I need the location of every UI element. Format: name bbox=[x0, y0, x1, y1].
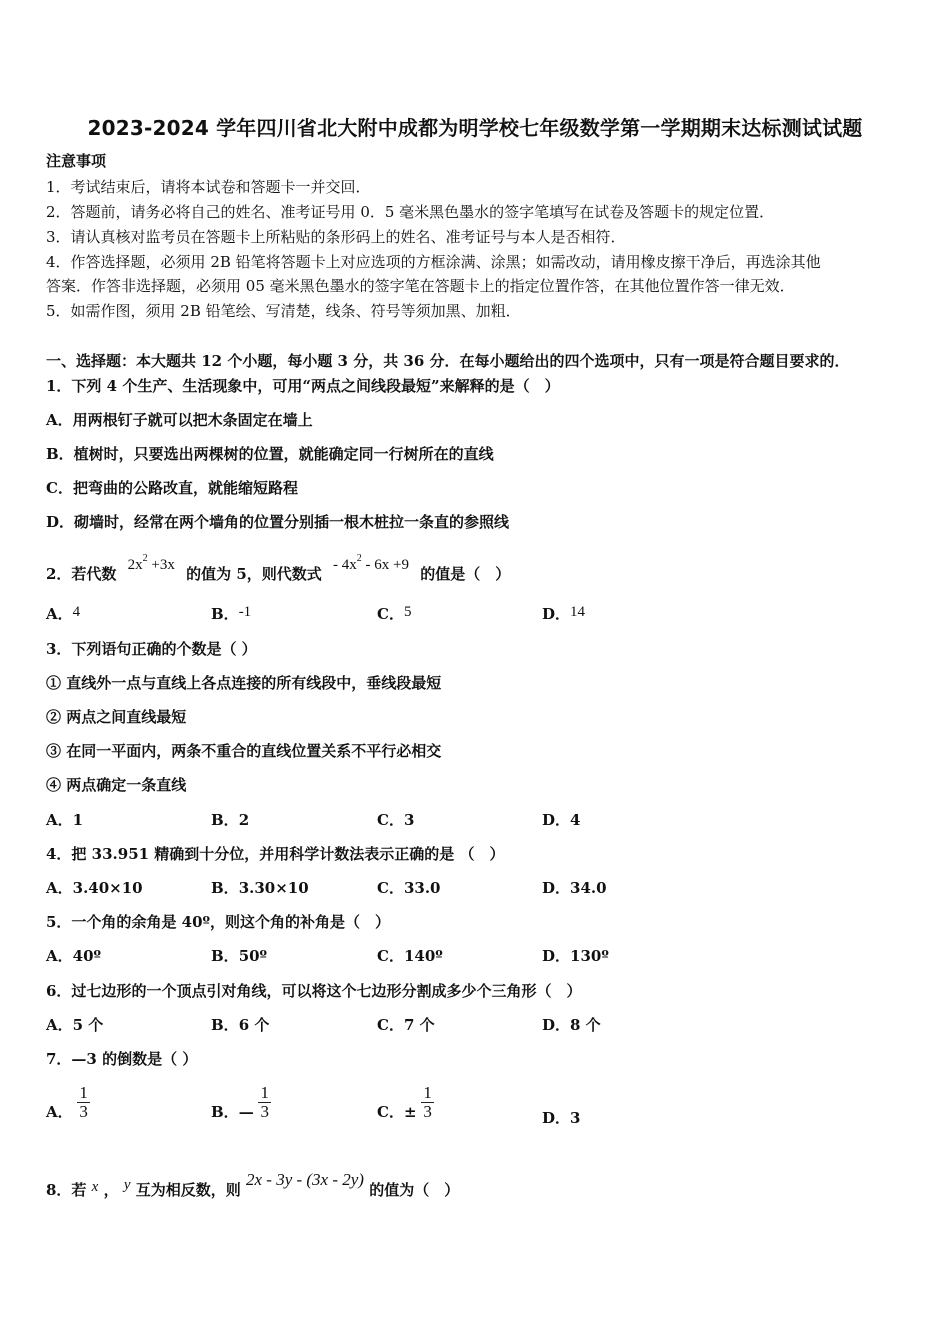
q2-stem-mid: 的值为 5，则代数式 bbox=[186, 565, 322, 583]
q5-option-a: A．40º bbox=[46, 947, 102, 965]
q8-stem bbox=[46, 1170, 460, 1201]
q8-stem-pre: 8．若 bbox=[46, 1181, 87, 1199]
q4-option-c: C．33.0 bbox=[377, 879, 441, 897]
q8-stem-mid: 互为相反数，则 bbox=[135, 1181, 241, 1199]
notice-item-1: 1．考试结束后，请将本试卷和答题卡一并交回． bbox=[46, 178, 371, 196]
q2-option-d: D．14 bbox=[542, 604, 586, 623]
q7-a-fraction: $\frac{1}{3}$ bbox=[79, 1083, 88, 1121]
q1-option-d: D．砌墙时，经常在两个墙角的位置分别插一根木桩拉一条直的参照线 bbox=[46, 513, 510, 531]
q7-option-a: A． $\frac{1}{3}$ bbox=[46, 1083, 88, 1121]
q3-option-d: D．4 bbox=[542, 811, 581, 829]
q2-option-b: B．-1 bbox=[211, 604, 252, 623]
q1-option-b: B．植树时，只要选出两棵树的位置，就能确定同一行树所在的直线 bbox=[46, 445, 494, 463]
q5-option-c: C．140º bbox=[377, 947, 443, 965]
q2-option-c: C．5 bbox=[377, 604, 412, 623]
q1-stem: 1．下列 4 个生产、生活现象中，可用“两点之间线段最短”来解释的是（ ） bbox=[46, 377, 560, 395]
q8-comma: ， bbox=[103, 1181, 119, 1199]
q2-expression-2: - $4x^2 - 6x +9$ bbox=[333, 553, 409, 573]
exam-title: 2023-2024 学年四川省北大附中成都为明学校七年级数学第一学期期末达标测试试题 bbox=[87, 116, 863, 140]
q4-option-b: B．3.30×10 bbox=[211, 879, 309, 897]
q8-var-x: x bbox=[91, 1179, 99, 1195]
q8-stem-post: 的值为（ ） bbox=[369, 1181, 460, 1199]
notice-item-3: 3．请认真核对监考员在答题卡上所粘贴的条形码上的姓名、准考证号与本人是否相符． bbox=[46, 228, 626, 246]
q7-c-fraction: $\frac{1}{3}$ bbox=[423, 1083, 432, 1121]
q8-expression: 2x - 3y - (3x - 2y) bbox=[245, 1170, 364, 1189]
q3-option-c: C．3 bbox=[377, 811, 415, 829]
q5-stem: 5．一个角的余角是 40º，则这个角的补角是（ ） bbox=[46, 913, 391, 931]
q4-option-d: D．34.0 bbox=[542, 879, 607, 897]
q7-option-d: D．3 bbox=[542, 1109, 581, 1127]
q3-statement-3: ③ 在同一平面内，两条不重合的直线位置关系不平行必相交 bbox=[46, 742, 442, 760]
q2-stem bbox=[46, 553, 511, 585]
q6-stem: 6．过七边形的一个顶点引对角线，可以将这个七边形分割成多少个三角形（ ） bbox=[46, 982, 582, 1000]
notice-heading: 注意事项 bbox=[46, 152, 107, 170]
q4-stem: 4．把 33.951 精确到十分位，并用科学计数法表示正确的是 （ ） bbox=[46, 845, 505, 863]
q1-option-c: C．把弯曲的公路改直，就能缩短路程 bbox=[46, 479, 298, 497]
q2-stem-pre: 2．若代数 bbox=[46, 565, 117, 583]
q3-option-b: B．2 bbox=[211, 811, 250, 829]
q7-option-c: C．± $\frac{1}{3}$ bbox=[377, 1083, 432, 1121]
q4-option-a: A．3.40×10 bbox=[46, 879, 143, 897]
q3-statement-2: ② 两点之间直线最短 bbox=[46, 708, 187, 726]
q6-option-d: D．8 个 bbox=[542, 1016, 601, 1034]
q6-option-c: C．7 个 bbox=[377, 1016, 435, 1034]
q2-option-a: A．4 bbox=[46, 604, 81, 623]
notice-item-2: 2．答题前，请务必将自己的姓名、准考证号用 0．5 毫米黑色墨水的签字笔填写在试卷及答题卡的规定位置． bbox=[46, 203, 775, 221]
q3-statement-4: ④ 两点确定一条直线 bbox=[46, 776, 187, 794]
q2-stem-post: 的值是（ ） bbox=[420, 565, 511, 583]
q3-option-a: A．1 bbox=[46, 811, 84, 829]
q7-option-b: B．— $\frac{1}{3}$ bbox=[211, 1083, 269, 1121]
q3-stem: 3．下列语句正确的个数是（ ） bbox=[46, 640, 257, 658]
q3-statement-1: ① 直线外一点与直线上各点连接的所有线段中，垂线段最短 bbox=[46, 674, 442, 692]
section-heading: 一、选择题：本大题共 12 个小题，每小题 3 分，共 36 分．在每小题给出的四个选项中，只有一项是符合题目要求的． bbox=[46, 352, 850, 370]
q2-expression-1: $2x^2 +3x$ bbox=[127, 553, 175, 573]
q1-option-a: A．用两根钉子就可以把木条固定在墙上 bbox=[46, 411, 313, 429]
q5-option-b: B．50º bbox=[211, 947, 268, 965]
q6-option-b: B．6 个 bbox=[211, 1016, 270, 1034]
notice-item-4: 4．作答选择题，必须用 2B 铅笔将答题卡上对应选项的方框涂满、涂黑；如需改动，请用橡皮擦干净后，再选涂其他 bbox=[46, 253, 821, 271]
q8-var-y: y bbox=[123, 1177, 131, 1193]
q5-option-d: D．130º bbox=[542, 947, 609, 965]
q6-option-a: A．5 个 bbox=[46, 1016, 104, 1034]
q7-b-fraction: $\frac{1}{3}$ bbox=[260, 1083, 269, 1121]
q7-stem: 7．—3 的倒数是（ ） bbox=[46, 1050, 198, 1068]
notice-item-5: 5．如需作图，须用 2B 铅笔绘、写清楚，线条、符号等须加黑、加粗． bbox=[46, 302, 521, 320]
notice-item-4-cont: 答案．作答非选择题，必须用 05 毫米黑色墨水的签字笔在答题卡上的指定位置作答，在其他位置作答一律无效． bbox=[46, 277, 795, 295]
